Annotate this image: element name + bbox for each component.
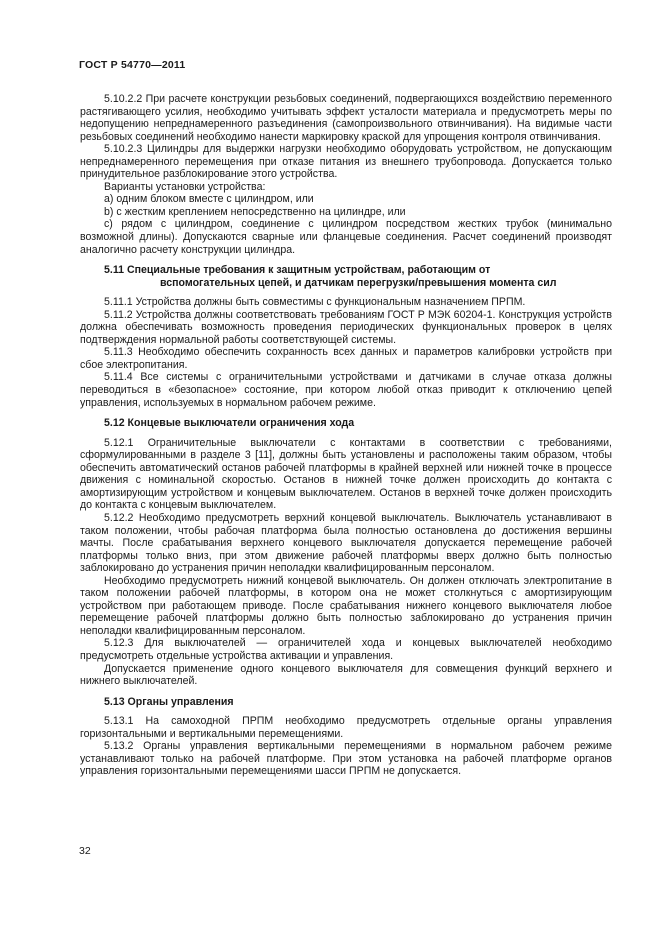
paragraph-5-11-1: 5.11.1 Устройства должны быть совместимы с функциональным назначением ПРПМ.	[104, 296, 526, 309]
paragraph-5-11-2: 5.11.2 Устройства должны соответствовать требованиям ГОСТ Р МЭК 60204-1. Конструкция устройств должна обеспечивать возможность проведения периодических функциональных проверок в целях подтверждения нормальной работы соответствующей системы.	[80, 308, 612, 346]
section-heading-5-12: 5.12 Концевые выключатели ограничения хода	[104, 417, 355, 430]
list-item-b: b) с жестким креплением непосредственно на цилиндре, или	[104, 205, 406, 218]
section-heading-5-11-line1: 5.11 Специальные требования к защитным устройствам, работающим от	[104, 264, 491, 277]
section-heading-5-11	[80, 264, 612, 289]
section-heading-5-11-line2: вспомогательных цепей, и датчикам перегрузки/превышения момента сил	[160, 276, 557, 289]
paragraph-5-10-2-3: 5.10.2.3 Цилиндры для выдержки нагрузки необходимо оборудовать устройством, не допускающим непреднамеренного перемещения при отказе питания из внешнего трубопровода. Допускается только принудительное разблокирование этого устройства.	[80, 143, 612, 181]
paragraph-5-10-2-2: 5.10.2.2 При расчете конструкции резьбовых соединений, подвергающихся воздействию переменного растягивающего усилия, необходимо учитывать эффект усталости материала и предусмотреть меры по недопущению непреднамеренного разъединения (самопроизвольного отвинчивания). На видимые части резьбовых соединений необходимо нанести маркировку краской для упрощения контроля отвинчивания.	[80, 93, 612, 143]
section-heading-5-13: 5.13 Органы управления	[104, 695, 234, 708]
paragraph-5-13-2: 5.13.2 Органы управления вертикальными перемещениями в нормальном рабочем режиме устанавливают только на рабочей платформе. При этом установка на рабочей платформе органов управления горизонтальными перемещениями шасси ПРПМ не допускается.	[80, 740, 612, 778]
paragraph-install-options: Варианты установки устройства:	[104, 180, 266, 193]
document-header: ГОСТ Р 54770—2011	[79, 59, 186, 71]
paragraph-5-12-3: 5.12.3 Для выключателей — ограничителей хода и концевых выключателей необходимо предусмотреть отдельные устройства активации и управления.	[80, 637, 612, 662]
list-item-a: a) одним блоком вместе с цилиндром, или	[104, 193, 314, 206]
paragraph-lower-limit-switch: Необходимо предусмотреть нижний концевой выключатель. Он должен отключать электропитание в таком положении рабочей платформы, в котором она не может столкнуться с амортизирующим устройством при работающем приводе. После срабатывания нижнего концевого выключателя любое перемещение рабочей платформы должно быть полностью заблокировано до устранения причин неполадки квалифицированным персоналом.	[80, 574, 612, 637]
paragraph-5-11-3: 5.11.3 Необходимо обеспечить сохранность всех данных и параметров калибровки устройств при сбое электропитания.	[80, 346, 612, 371]
paragraph-5-12-1: 5.12.1 Ограничительные выключатели с контактами в соответствии с требованиями, сформулированными в разделе 3 [11], должны быть установлены и расположены таким образом, чтобы обеспечить автоматический останов рабочей платформы в крайней верхней или нижней точке в процессе движения с номинальной скоростью. Останов в нижней точке должен происходить до контакта с амортизирующим устройством и концевым выключателем. Останов в верхней точке должен происходить до контакта с концевым выключателем.	[80, 436, 612, 512]
document-body	[80, 93, 612, 778]
page-number: 32	[79, 845, 91, 857]
paragraph-single-switch: Допускается применение одного концевого выключателя для совмещения функций верхнего и нижнего выключателей.	[80, 662, 612, 688]
paragraph-5-13-1: 5.13.1 На самоходной ПРПМ необходимо предусмотреть отдельные органы управления горизонтальными и вертикальными перемещениями.	[80, 715, 612, 740]
list-item-c: c) рядом с цилиндром, соединение с цилиндром посредством жестких трубок (минимально возможной длины). Допускаются сварные или фланцевые соединения. Расчет соединений производят аналогично расчету конструкции цилиндра.	[80, 218, 612, 256]
paragraph-5-11-4: 5.11.4 Все системы с ограничительными устройствами и датчиками в случае отказа должны переводиться в «безопасное» состояние, при котором любой отказ приводит к отключению цепей управления, используемых в нормальном рабочем режиме.	[80, 371, 612, 409]
paragraph-5-12-2: 5.12.2 Необходимо предусмотреть верхний концевой выключатель. Выключатель устанавливают в таком положении, чтобы рабочая платформа была полностью остановлена до достижения вершины мачты. После срабатывания верхнего концевого выключателя допускается перемещение рабочей платформы только вниз, при этом движение рабочей платформы вверх должно быть полностью заблокировано до устранения причин неполадки квалифицированным персоналом.	[80, 511, 612, 575]
